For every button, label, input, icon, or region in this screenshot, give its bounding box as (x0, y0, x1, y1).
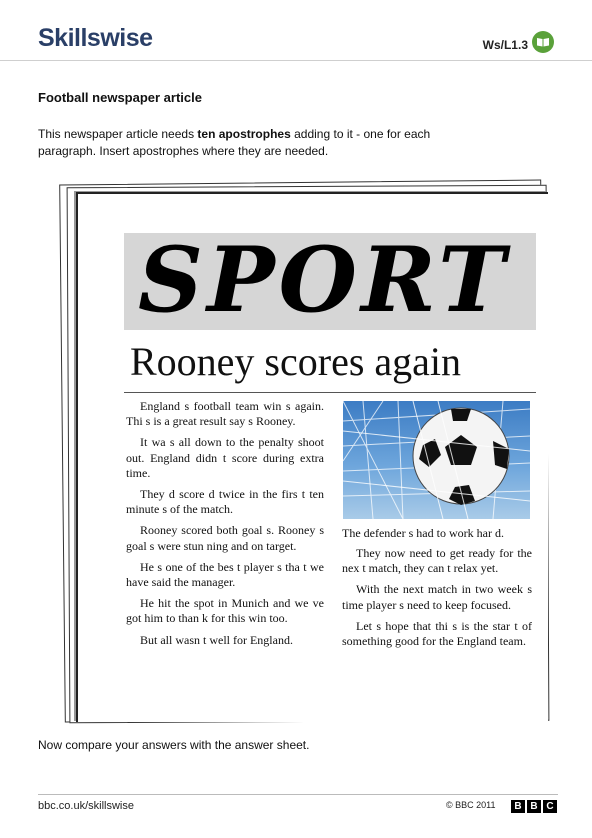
paragraph: Let s hope that thi s is the star t of something good for the England team. (342, 618, 532, 649)
intro-bold: ten apostrophes (197, 127, 291, 141)
article-right-column (342, 546, 532, 655)
footer-link[interactable]: bbc.co.uk/skillswise (38, 800, 134, 812)
intro-part1: This newspaper article needs (38, 127, 198, 141)
paragraph: They now need to get ready for the nex t match, they can t relax yet. (342, 546, 532, 576)
paragraph: He s one of the bes t player s tha t we have said the manager. (126, 559, 324, 590)
page-header (0, 0, 592, 62)
paragraph: He hit the spot in Munich and we ve got him to than k for this win too. (126, 596, 324, 626)
bbc-letter: B (511, 800, 525, 813)
photo-caption: The defender s had to work har d. (342, 526, 504, 540)
paragraph: It wa s all down to the penalty shoot out. England didn t score during extra time. (126, 435, 324, 480)
paragraph: But all wasn t well for England. (140, 632, 293, 647)
page-title: Football newspaper article (38, 90, 202, 105)
headline-rule (124, 392, 536, 393)
paragraph: They d score d twice in the firs t ten minute s of the match. (126, 487, 324, 517)
intro-part2: adding to it - one for each paragraph. Insert apostrophes where they are needed. (38, 127, 431, 158)
bbc-letter: B (527, 800, 541, 813)
bbc-letter: C (543, 800, 557, 813)
book-icon (532, 31, 554, 53)
bbc-logo (511, 800, 557, 813)
article-headline: Rooney scores again (130, 339, 462, 384)
article-left-column (126, 399, 324, 654)
header-divider (0, 60, 592, 61)
football-net-photo (343, 401, 530, 519)
paragraph: England s football team win s again. Thi s is a great result say s Rooney. (126, 399, 324, 429)
sport-masthead (124, 227, 536, 333)
skillswise-logo[interactable]: Skillswise (38, 24, 153, 52)
footer-divider (38, 794, 558, 795)
paragraph: With the next match in two week s time player s need to keep focused. (342, 582, 532, 612)
level-label: Ws/L1.3 (482, 38, 528, 52)
masthead-text: SPORT (138, 227, 510, 333)
outro-text: Now compare your answers with the answer sheet. (38, 738, 310, 752)
intro-text (38, 126, 478, 160)
paragraph: Rooney scored both goal s. Rooney s goal s were stun ning and on target. (126, 523, 324, 553)
copyright-text: © BBC 2011 (446, 800, 496, 810)
